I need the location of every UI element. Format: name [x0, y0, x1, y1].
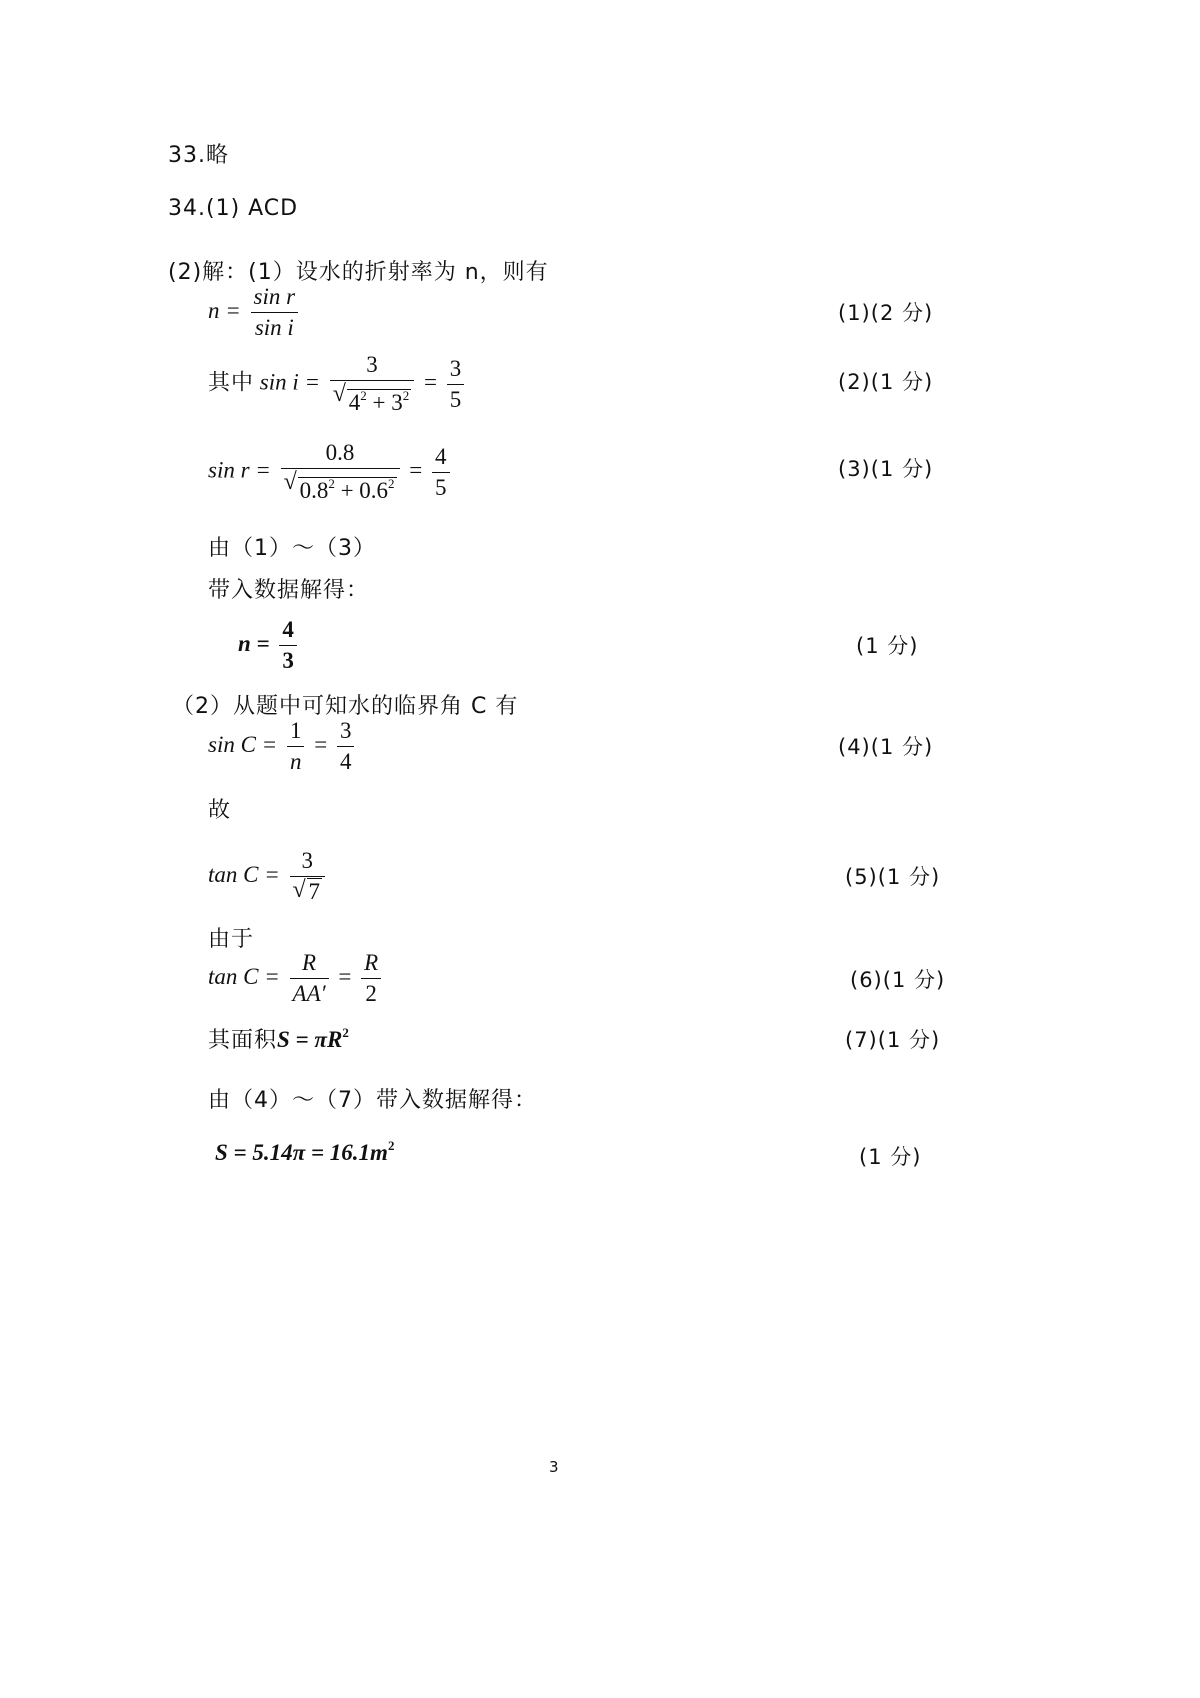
eq5-numerator: 3 — [290, 846, 326, 877]
eq3-den-a: 0.8 — [299, 478, 329, 503]
since-text: 由于 — [208, 927, 255, 952]
eqn-fraction — [279, 615, 297, 676]
eq3-denominator-2: 5 — [435, 474, 447, 500]
equation-2 — [208, 350, 468, 418]
answer-33: 33.略 — [168, 143, 229, 168]
eq7-prefix: 其面积 — [208, 1028, 278, 1053]
eq2-lhs: sin i = — [259, 369, 321, 395]
eq4-numerator-2: 3 — [337, 716, 355, 747]
eq4-numerator: 1 — [287, 716, 305, 747]
eq2-denominator-2: 5 — [449, 386, 462, 412]
equation-5 — [208, 846, 329, 907]
score-1: (1)(2 分) — [838, 301, 934, 325]
eq2-fraction-2 — [447, 354, 465, 415]
eq4-denominator-2: 4 — [339, 749, 352, 774]
eq2-equals: = — [424, 369, 437, 395]
equation-1 — [208, 282, 302, 343]
eq3-numerator-2: 4 — [432, 442, 450, 473]
score-6: (6)(1 分) — [850, 968, 946, 992]
score-7: (7)(1 分) — [845, 1028, 941, 1052]
score-3: (3)(1 分) — [838, 457, 934, 481]
eq4-fraction-2 — [337, 716, 355, 777]
equation-6 — [208, 948, 385, 1009]
eqn-denominator: 3 — [282, 648, 294, 673]
eq5-denominator: 7 — [308, 879, 321, 904]
eq6-lhs: tan C = — [208, 963, 280, 989]
eq3-den-b: 0.6 — [359, 478, 389, 503]
equation-3 — [208, 438, 454, 506]
equation-n-result — [238, 615, 301, 676]
sqrt-icon: √ — [292, 877, 306, 903]
part-2-heading: （2）从题中可知水的临界角 C 有 — [172, 694, 519, 719]
equation-7: 其面积$S = \pi R^2$ — [208, 1025, 349, 1053]
eq6-denominator-2: 2 — [365, 981, 377, 1006]
page-number: 3 — [549, 1458, 559, 1476]
eq3-lhs: sin r = — [208, 457, 271, 483]
eq2-fraction: 3 √ $4^2 + 3^2$ — [330, 350, 414, 418]
eq2-numerator: 3 — [330, 350, 414, 381]
eq1-fraction — [251, 282, 299, 343]
eq4-fraction — [287, 716, 305, 777]
sqrt-icon: √ — [283, 469, 297, 495]
answer-34-2-heading: (2)解：(1）设水的折射率为 n，则有 — [168, 260, 549, 285]
eq5-fraction — [290, 846, 326, 907]
sqrt-icon: √ — [332, 381, 346, 407]
eqn-numerator: 4 — [279, 615, 297, 646]
final-formula: S = 5.14π = 16.1m — [215, 1140, 388, 1165]
eq4-lhs: sin C = — [208, 731, 278, 757]
step-text-3: 由（4）～（7）带入数据解得： — [208, 1088, 537, 1113]
equation-4 — [208, 716, 358, 777]
eq4-denominator: n — [289, 749, 302, 774]
eq1-numerator: sin r — [251, 282, 299, 313]
score-4: (4)(1 分) — [838, 735, 934, 759]
eq1-denominator: sin i — [254, 315, 294, 340]
eq7-formula: S = πR — [277, 1027, 343, 1052]
eqn-lhs: n = — [238, 630, 270, 656]
score-5: (5)(1 分) — [845, 865, 941, 889]
eq5-lhs: tan C = — [208, 861, 280, 887]
eq3-equals: = — [409, 457, 423, 483]
eq2-den-b: 3 — [391, 390, 403, 415]
answer-34-1: 34.(1) ACD — [168, 196, 299, 221]
therefore-text: 故 — [208, 798, 232, 823]
eq6-numerator-2: R — [361, 948, 381, 979]
eq3-fraction-2 — [432, 442, 450, 503]
eq6-denominator: AA′ — [292, 981, 326, 1006]
step-text-1: 由（1）～（3） — [208, 536, 376, 561]
eq3-numerator: 0.8 — [281, 438, 400, 469]
eq6-fraction-2 — [361, 948, 381, 1009]
score-final: (1 分) — [859, 1145, 922, 1169]
eq2-numerator-2: 3 — [447, 354, 465, 385]
score-n: (1 分) — [856, 634, 919, 658]
eq6-equals: = — [338, 963, 352, 989]
step-text-2: 带入数据解得： — [208, 578, 370, 603]
equation-final: $S = 5.14\pi = 16.1m^2$ — [215, 1138, 395, 1165]
eq3-fraction: 0.8 √ $0.8^2 + 0.6^2$ — [281, 438, 400, 506]
eq6-fraction — [290, 948, 329, 1009]
eq4-equals: = — [314, 731, 328, 757]
eq1-lhs: n = — [208, 297, 241, 323]
eq2-prefix: 其中 — [208, 370, 255, 396]
score-2: (2)(1 分) — [838, 370, 934, 394]
eq2-den-a: 4 — [348, 390, 361, 415]
eq6-numerator: R — [290, 948, 329, 979]
